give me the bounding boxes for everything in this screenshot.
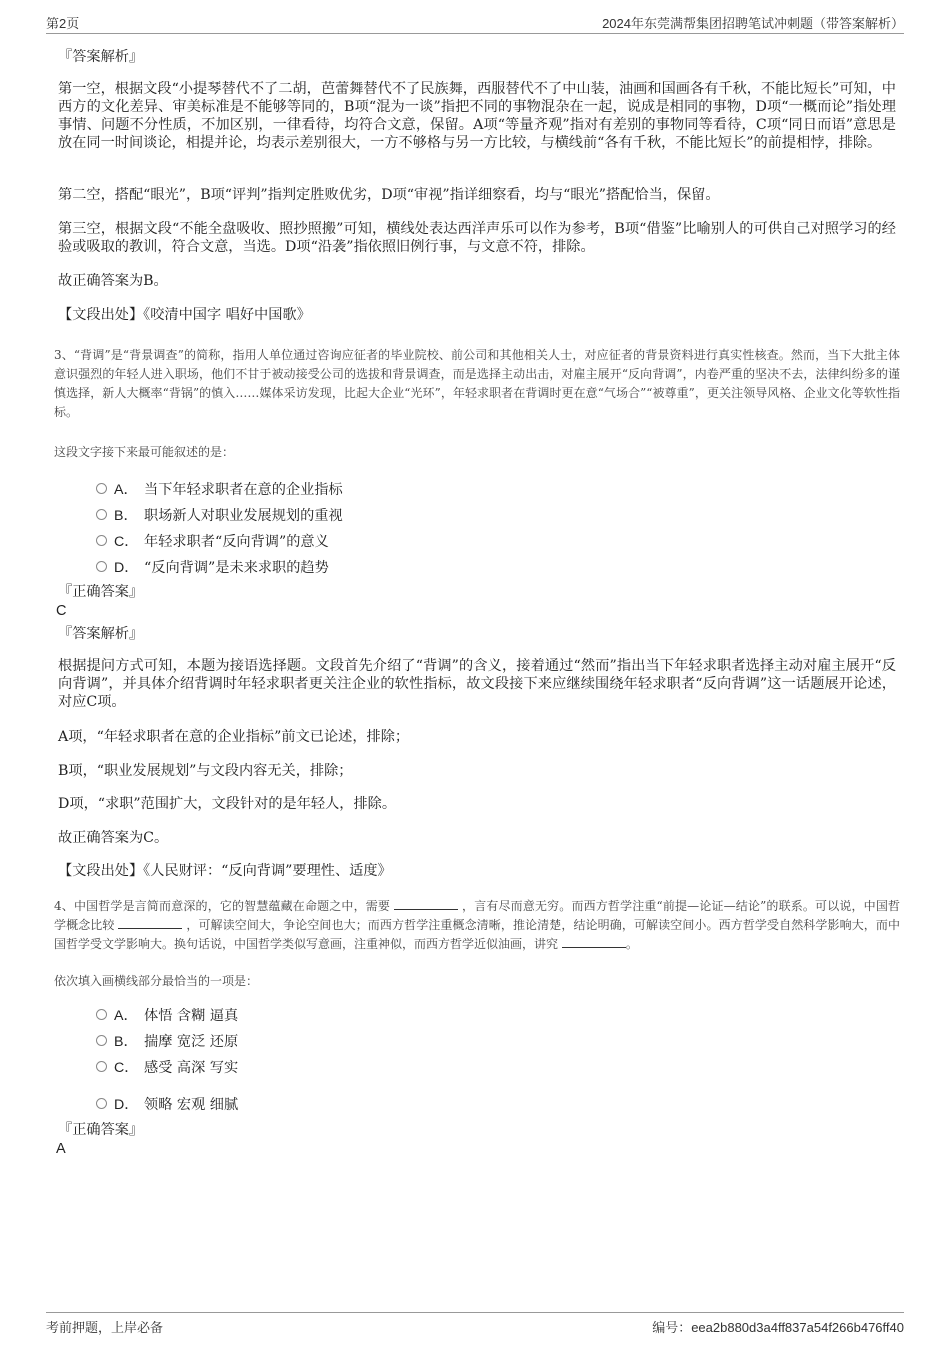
radio-icon[interactable] bbox=[96, 535, 107, 546]
radio-icon[interactable] bbox=[96, 1035, 107, 1046]
q3-answer-label: 『正确答案』 bbox=[58, 584, 144, 600]
radio-icon[interactable] bbox=[96, 483, 107, 494]
option-letter: B． bbox=[114, 1034, 138, 1050]
q2-analysis-para2: 第二空，搭配“眼光”，B项“评判”指判定胜败优劣，D项“审视”指详细察看，均与“眼光”搭配恰当，保留。 bbox=[58, 187, 720, 203]
radio-icon[interactable] bbox=[96, 561, 107, 572]
option-text: 当下年轻求职者在意的企业指标 bbox=[144, 482, 343, 498]
q4-stem: 依次填入画横线部分最恰当的一项是： bbox=[54, 974, 259, 988]
radio-icon[interactable] bbox=[96, 1061, 107, 1072]
q4-answer: A bbox=[56, 1141, 66, 1157]
q3-analysis-d: D项，“求职”范围扩大，文段针对的是年轻人，排除。 bbox=[58, 796, 397, 812]
q2-conclusion: 故正确答案为B。 bbox=[58, 273, 168, 289]
page-footer bbox=[46, 1312, 904, 1337]
option-text: 感受 高深 写实 bbox=[144, 1060, 239, 1076]
page-number: 第2页 bbox=[46, 16, 80, 31]
option-letter: B． bbox=[114, 508, 138, 524]
q4-question-text: 4、中国哲学是言简而意深的，它的智慧蕴藏在命题之中，需要 ，言有尽而意无穷。而西方哲学注重“前提—论证—结论”的联系。可以说，中国哲学概念比较 ，可解读空间大，争论空间也大；而西方哲学注重概念清晰，推论清楚，结论明确，可解读空间小。西方哲学受自然科学影响大，而中国哲学受文学影响大。换句话说，中国哲学类似写意画，注重神似，而西方哲学近似油画，讲究 。 bbox=[54, 899, 900, 951]
footer-slogan: 考前押题，上岸必备 bbox=[46, 1320, 164, 1335]
option-letter: A． bbox=[114, 482, 138, 498]
option-text: 领略 宏观 细腻 bbox=[144, 1097, 239, 1113]
blank-line bbox=[394, 897, 458, 910]
option-text: “反向背调”是未来求职的趋势 bbox=[144, 560, 329, 576]
q3-analysis-a: A项，“年轻求职者在意的企业指标”前文已论述，排除； bbox=[58, 729, 410, 745]
option-letter: A． bbox=[114, 1008, 138, 1024]
option-text: 年轻求职者“反向背调”的意义 bbox=[144, 534, 329, 550]
option-text: 揣摩 宽泛 还原 bbox=[144, 1034, 239, 1050]
q2-analysis-para3: 第三空，根据文段“不能全盘吸收、照抄照搬”可知，横线处表达西洋声乐可以作为参考，B项“借鉴”比喻别人的可供自己对照学习的经验或吸取的教训，符合文意，当选。D项“沿袭”指依照旧例行事，与文意不符，排除。 bbox=[58, 221, 896, 255]
radio-icon[interactable] bbox=[96, 509, 107, 520]
option-text: 体悟 含糊 逼真 bbox=[144, 1008, 239, 1024]
q3-analysis-para1: 根据提问方式可知，本题为接语选择题。文段首先介绍了“背调”的含义，接着通过“然而”指出当下年轻求职者选择主动对雇主展开“反向背调”，并具体介绍背调时年轻求职者更关注企业的软性指标，故文段接下来应继续围绕年轻求职者“反向背调”这一话题展开论述，对应C项。 bbox=[58, 658, 896, 710]
document-title: 2024年东莞满帮集团招聘笔试冲刺题（带答案解析） bbox=[602, 16, 904, 31]
q3-source: 【文段出处】《人民财评：“反向背调”要理性、适度》 bbox=[58, 863, 392, 879]
q3-question-text: 3、“背调”是“背景调查”的简称，指用人单位通过咨询应征者的毕业院校、前公司和其他相关人士，对应征者的背景资料进行真实性核查。然而，当下大批主体意识强烈的年轻人进入职场，他们不甘于被动接受公司的选拔和背景调查，而是选择主动出击，对雇主展开“反向背调”，内卷严重的坚决不去，法律纠纷多的谨慎选择，新人大概率“背锅”的慎入……媒体采访发现，比起大企业“光环”，年轻求职者在背调时更在意“气场合”“被尊重”，更关注领导风格、企业文化等软性指标。 bbox=[54, 348, 900, 419]
q3-answer: C bbox=[56, 603, 67, 619]
q4-answer-label: 『正确答案』 bbox=[58, 1122, 144, 1138]
q2-analysis-label: 『答案解析』 bbox=[58, 49, 144, 65]
document-id: 编号：eea2b880d3a4ff837a54f266b476ff40 bbox=[652, 1320, 904, 1335]
option-letter: C． bbox=[114, 534, 139, 550]
q3-analysis-b: B项，“职业发展规划”与文段内容无关，排除； bbox=[58, 763, 353, 779]
q3-conclusion: 故正确答案为C。 bbox=[58, 830, 169, 846]
option-letter: C． bbox=[114, 1060, 139, 1076]
q3-analysis-label: 『答案解析』 bbox=[58, 626, 144, 642]
blank-line bbox=[562, 935, 626, 948]
q2-analysis-para1: 第一空，根据文段“小提琴替代不了二胡，芭蕾舞替代不了民族舞，西服替代不了中山装，油画和国画各有千秋，不能比短长”可知，中西方的文化差异、审美标准是不能够等同的，B项“混为一谈”指把不同的事物混杂在一起，说成是相同的事物，D项“一概而论”指处理事情、问题不分性质，不加区别，一律看待，均符合文意，保留。A项“等量齐观”指对有差别的事物同等看待，C项“同日而语”意思是放在同一时间谈论，相提并论，均表示差别很大，一方不够格与另一方比较，与横线前“各有千秋，不能比短长”的前提相悖，排除。 bbox=[58, 81, 896, 151]
option-text: 职场新人对职业发展规划的重视 bbox=[144, 508, 343, 524]
radio-icon[interactable] bbox=[96, 1009, 107, 1020]
option-letter: D． bbox=[114, 1097, 139, 1113]
q2-source: 【文段出处】《咬清中国字 唱好中国歌》 bbox=[58, 307, 311, 323]
radio-icon[interactable] bbox=[96, 1098, 107, 1109]
page-header bbox=[46, 13, 904, 34]
blank-line bbox=[118, 916, 182, 929]
q3-stem: 这段文字接下来最可能叙述的是： bbox=[54, 445, 235, 459]
option-letter: D． bbox=[114, 560, 139, 576]
